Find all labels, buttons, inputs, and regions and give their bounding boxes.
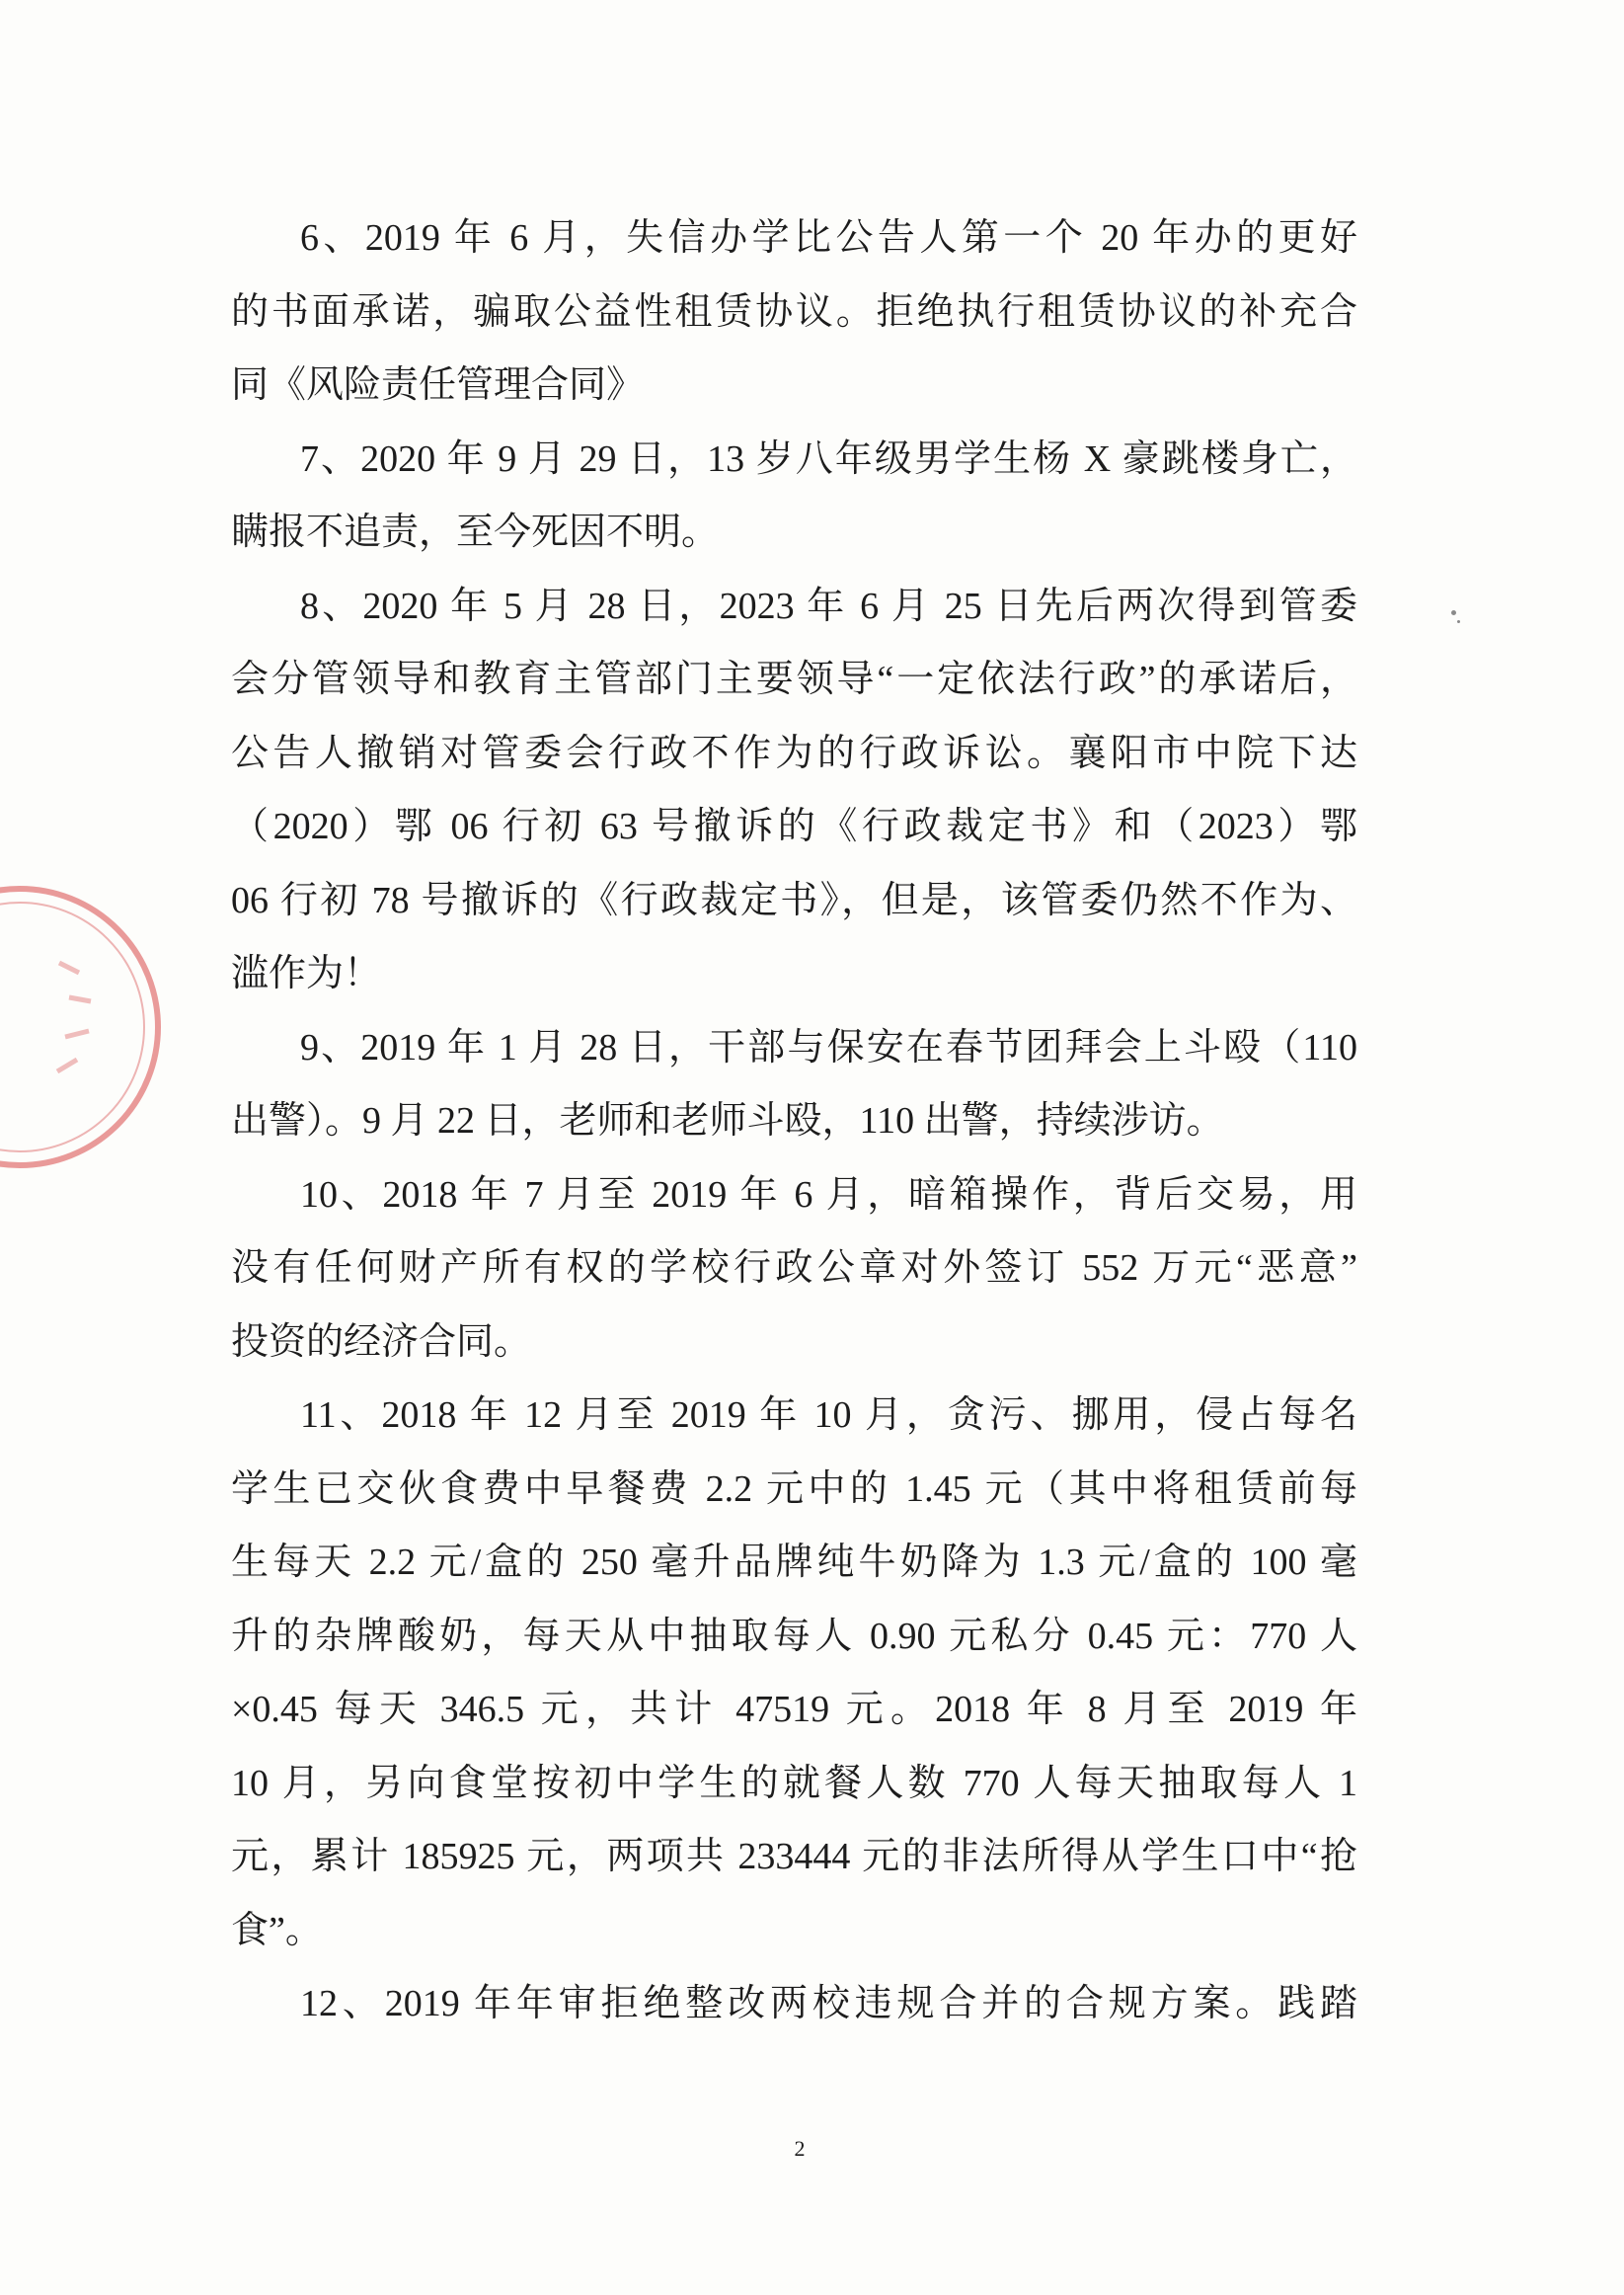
text-line: 11、2018 年 12 月至 2019 年 10 月，贪污、挪用，侵占每名 xyxy=(300,1394,1357,1436)
text-line: 瞒报不追责，至今死因不明。 xyxy=(231,512,720,553)
text-line: 8、2020 年 5 月 28 日，2023 年 6 月 25 日先后两次得到管委 xyxy=(300,585,1357,627)
text-line: 12、2019 年年审拒绝整改两校违规合并的合规方案。践踏 xyxy=(300,1983,1357,2024)
text-line: 投资的经济合同。 xyxy=(231,1320,532,1363)
scan-speck xyxy=(1451,610,1456,615)
text-line: 10、2018 年 7 月至 2019 年 6 月，暗箱操作，背后交易，用 xyxy=(300,1173,1357,1216)
text-line: 没有任何财产所有权的学校行政公章对外签订 552 万元“恶意” xyxy=(231,1247,1357,1289)
text-line: 7、2020 年 9 月 29 日，13 岁八年级男学生杨 X 豪跳楼身亡， xyxy=(300,437,1357,480)
body-text xyxy=(0,201,1624,2041)
text-line: （2020）鄂 06 行初 63 号撤诉的《行政裁定书》和（2023）鄂 xyxy=(231,806,1357,847)
text-line: 10 月，另向食堂按初中学生的就餐人数 770 人每天抽取每人 1 xyxy=(231,1762,1357,1804)
text-line: 出警）。9 月 22 日，老师和老师斗殴，110 出警，持续涉访。 xyxy=(231,1100,1224,1142)
text-line: 元，累计 185925 元，两项共 233444 元的非法所得从学生口中“抢 xyxy=(231,1836,1357,1877)
text-line: 升的杂牌酸奶，每天从中抽取每人 0.90 元私分 0.45 元：770 人 xyxy=(231,1615,1357,1657)
text-line: 6、2019 年 6 月，失信办学比公告人第一个 20 年办的更好 xyxy=(300,217,1357,259)
text-line: 的书面承诺，骗取公益性租赁协议。拒绝执行租赁协议的补充合 xyxy=(231,290,1357,333)
text-line: 滥作为！ xyxy=(231,953,382,994)
text-line: 学生已交伙食费中早餐费 2.2 元中的 1.45 元（其中将租赁前每 xyxy=(231,1467,1357,1510)
text-line: 公告人撤销对管委会行政不作为的行政诉讼。襄阳市中院下达 xyxy=(231,732,1357,774)
text-line: 会分管领导和教育主管部门主要领导“一定依法行政”的承诺后， xyxy=(231,659,1357,700)
text-line: 同《风险责任管理合同》 xyxy=(231,364,645,406)
text-line: ×0.45 每天 346.5 元，共计 47519 元。2018 年 8 月至 2019 年 xyxy=(231,1689,1357,1730)
scan-speck xyxy=(1457,620,1460,623)
text-line: 06 行初 78 号撤诉的《行政裁定书》，但是，该管委仍然不作为、 xyxy=(231,879,1357,921)
page-number: 2 xyxy=(794,2136,806,2161)
text-line: 9、2019 年 1 月 28 日，干部与保安在春节团拜会上斗殴（110 xyxy=(300,1026,1357,1068)
text-line: 生每天 2.2 元/盒的 250 毫升品牌纯牛奶降为 1.3 元/盒的 100 毫 xyxy=(231,1542,1357,1583)
text-line: 食”。 xyxy=(231,1909,323,1951)
